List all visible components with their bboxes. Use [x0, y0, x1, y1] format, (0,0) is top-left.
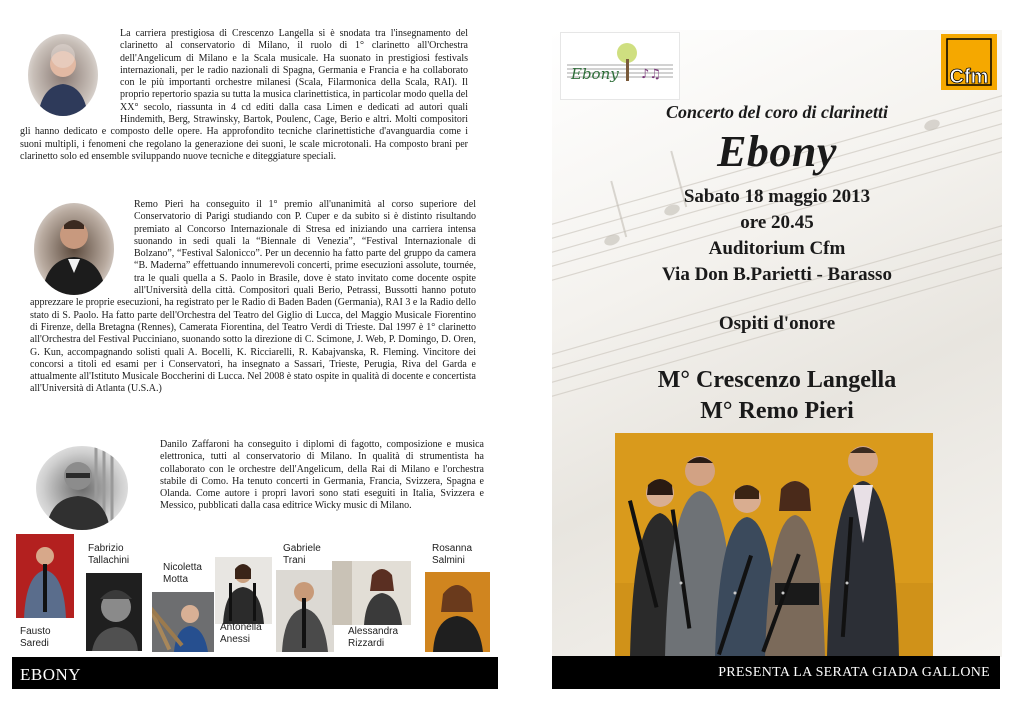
event-venue: Auditorium Cfm [708, 238, 846, 259]
member-photo-rosanna-salmini [425, 572, 490, 652]
cfm-logo-text: Cfm [949, 66, 989, 88]
event-date: Sabato 18 maggio 2013 [683, 186, 871, 207]
member-photo-fabrizio-tallachini [86, 573, 142, 651]
event-address: Via Don B.Parietti - Barasso [662, 264, 892, 285]
member-name-alessandra-rizzardi: Alessandra Rizzardi [348, 626, 399, 649]
event-time: ore 20.45 [740, 212, 814, 233]
event-info [552, 184, 1002, 288]
member-name-gabriele-trani: Gabriele Trani [283, 543, 321, 566]
member-name-nicoletta-motta: Nicoletta Motta [163, 562, 202, 585]
footer-ebony-bar [12, 657, 498, 689]
guest-pieri: M° Remo Pieri [700, 398, 854, 424]
footer-presenter-bar [552, 656, 1000, 689]
bio-zaffaroni: Danilo Zaffaroni ha conseguito i diplomi di fagotto, composizione e musica elettronica, tutti al conservatorio di Milano. In qualità di strumentista ha collaborato con le orchestre dell'Angelicum, della Rai di Milano e l'orchestra stabile di Como. Ha tenuto concerti in Germania, Francia, Svizzera, Spagna e Olanda. Come autore i propri lavori sono stati eseguiti in Italia, Svizzera e Messico, pubblicati dalla casa editrice Wicky music di Milano. [160, 439, 484, 512]
member-name-antonella-anessi: Antonella Anessi [220, 622, 262, 645]
member-photo-gabriele-trani [276, 570, 334, 652]
member-photo-nicoletta-motta [152, 592, 214, 652]
footer-presenter-text: PRESENTA LA SERATA GIADA GALLONE [718, 665, 990, 680]
member-photo-fausto-saredi [16, 534, 74, 618]
ensemble-name: Ebony [717, 127, 837, 176]
member-photo-alessandra-rizzardi [332, 561, 411, 625]
member-name-fausto-saredi: Fausto Saredi [20, 626, 51, 649]
ebony-logo [560, 32, 680, 100]
guest-langella: M° Crescenzo Langella [657, 367, 897, 393]
ebony-logo-text: Ebony [571, 65, 619, 83]
portrait-danilo-zaffaroni [36, 446, 128, 530]
member-name-fabrizio-tallachini: Fabrizio Tallachini [88, 543, 130, 566]
bio-pieri: Remo Pieri ha conseguito il 1° premio all'unanimità al corso superiore del Conservatorio di Parigi studiando con P. Cuper e da subito si è distinto risultando premiato al Concorso Internazionale di Stresa ed iniziando una carriera intensa suonando in sedi quali la “Biennale di Venezia”, “Festival Internazionale di Bolzano”, “Festival Salonicco”. Per un decennio ha fatto parte del gruppo da camera “B. Maderna” effettuando innumerevoli concerti, prime esecuzioni assolute, tournée, tra le quali quella a S. Paolo in Brasile, dove è stato invitato come docente ospite all'Università della città. Compositori quali Berio, Petrassi, Bussotti hanno potuto apprezzare le proprie esecuzioni, ha registrato per le Radio di Baden Baden (Germania), RAI 3 e la Radio dello stato di S. Paolo. Ha fatto parte dell'Orchestra del Teatro del Giglio di Lucca, del Maggio Musicale Fiorentino di Firenze, della Bretagna (Rennes), Camerata Fiorentina, del Teatro Verdi di Trieste. Dal 1997 è 1° clarinetto all'Orchestra del Festival Pucciniano, suonando sotto la direzione di C. Scimone, J. Web, P. Domingo, D. Oren, G. Kun, accompagnando solisti quali A. Bocelli, K. Ricciarelli, R. Kabajvanska, R. Fleming. Vincitore dei concorsi a titoli ed esami per i Conservatori, ha insegnato a Sassari, Trieste, Perugia, Riva del Garda e attualmente all'Istituto Musicale Boccherini di Lucca. Nel 2008 è stato ospite in qualità di docente e concertista all'Università di Atlanta (U.S.A.) [30, 199, 476, 395]
bio-langella: La carriera prestigiosa di Crescenzo Langella si è snodata tra l'insegnamento del clarinetto al conservatorio di Milano, il ruolo di 1° clarinetto all'Orchestra dell'Angelicum di Milano e la Scala musicale. Ha suonato in prestigiosi festivals internazionali, per le radio nazionali di Spagna, Germania e Francia e ha collaborato con le più importanti orchestre milanesi (Scala, Filarmonica della Scala, RAI). Il proprio repertorio spazia su tutta la musica clarinettistica, in particolar modo quella del XX° secolo, riassunta in 4 cd editi dalla casa Limen e dedicati ad autori quali Hindemith, Berg, Strawinsky, Bartok, Poulenc, Cage, Berio e altri. Molti compositori gli hanno dedicato e composto delle opere. Ha approfondito tecniche clarinettistiche d'avanguardia come i suoni multipli, i fenomeni che regolano la generazione dei suoni, le scale microtonali. Ha composto brani per clarinetto solo ed ensemble sviluppando nuove tecniche e diteggiature speciali. [20, 28, 468, 162]
svg-text:♪♫: ♪♫ [641, 67, 661, 82]
ensemble-group-photo [615, 433, 933, 657]
footer-ebony-title: EBONY [20, 665, 82, 684]
member-name-rosanna-salmini: Rosanna Salmini [432, 543, 473, 566]
concert-subtitle: Concerto del coro di clarinetti [666, 102, 888, 122]
cfm-logo [941, 34, 997, 90]
guests-label: Ospiti d'onore [718, 313, 836, 334]
member-photo-antonella-anessi [215, 557, 272, 624]
guests-list [552, 365, 1002, 427]
